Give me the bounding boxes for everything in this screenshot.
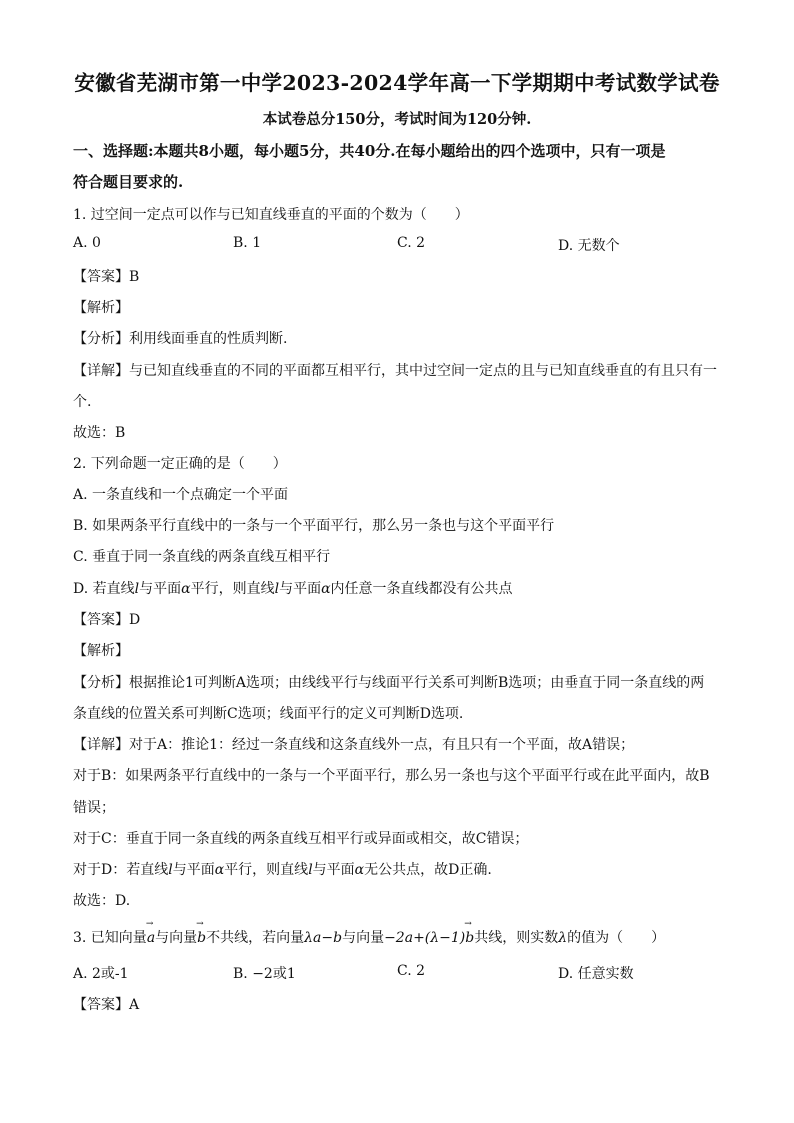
page-title: 安徽省芜湖市第一中学2023-2024学年高一下学期期中考试数学试卷 bbox=[74, 71, 720, 95]
q3-stem bbox=[73, 927, 665, 947]
q2-d5-text3: 平行，则直线 bbox=[224, 862, 309, 878]
q2-fenxi-line1: 【分析】根据推论1可判断A选项；由线线平行与线面平行关系可判断B选项；由垂直于同一条直线的两 bbox=[73, 675, 705, 691]
q1-choice: 故选：B bbox=[73, 425, 126, 441]
q1-option-c: C. 2 bbox=[397, 235, 426, 251]
q2-d5-text5: 无公共点，故D正确. bbox=[364, 862, 492, 878]
q1-answer: 【答案】B bbox=[73, 269, 140, 285]
q1-detail-line1: 【详解】与已知直线垂直的不同的平面都互相平行，其中过空间一定点的且与已知直线垂直的有且只有一 bbox=[73, 363, 717, 379]
q2-optd-text1: D. 若直线 bbox=[73, 581, 135, 597]
section-heading-line2: 符合题目要求的. bbox=[73, 173, 184, 191]
q2-option-b: B. 如果两条平行直线中的一条与一个平面平行，那么另一条也与这个平面平行 bbox=[73, 518, 555, 534]
q2-option-d bbox=[73, 578, 513, 598]
q1-fenxi: 【分析】利用线面垂直的性质判断. bbox=[73, 331, 288, 347]
q1-option-b: B. 1 bbox=[233, 235, 262, 251]
vector-minus-b: −b bbox=[321, 930, 343, 946]
q2-analysis-label: 【解析】 bbox=[73, 643, 129, 659]
q2-answer: 【答案】D bbox=[73, 612, 141, 628]
q1-option-d: D. 无数个 bbox=[558, 238, 620, 254]
q3-option-c: C. 2 bbox=[397, 963, 426, 979]
q1-detail-line2: 个. bbox=[73, 394, 92, 410]
q2-optd-text4: 与平面 bbox=[279, 581, 322, 597]
line-symbol: l bbox=[134, 581, 140, 597]
q1-stem: 1. 过空间一定点可以作与已知直线垂直的平面的个数为（ ） bbox=[73, 207, 469, 223]
q3-text5: 共线，则实数 bbox=[474, 930, 559, 946]
lambda-coefficient: +(λ−1) bbox=[413, 930, 466, 946]
line-symbol: l bbox=[168, 862, 173, 878]
q3-text1: 3. 已知向量 bbox=[73, 930, 147, 946]
q2-d5-text1: 对于D：若直线 bbox=[73, 862, 169, 878]
q2-detail-line5 bbox=[73, 859, 492, 879]
q2-optd-text5: 内任意一条直线都没有公共点 bbox=[330, 581, 513, 597]
q3-text4: 与向量 bbox=[342, 930, 385, 946]
line-symbol: l bbox=[274, 581, 280, 597]
q2-optd-text3: 平行，则直线 bbox=[190, 581, 275, 597]
q2-stem: 2. 下列命题一定正确的是（ ） bbox=[73, 456, 287, 472]
q1-analysis-label: 【解析】 bbox=[73, 300, 129, 316]
vector-minus-2a: −2a bbox=[384, 930, 414, 946]
q3-option-b: B. −2或1 bbox=[233, 966, 296, 982]
q2-d5-text2: 与平面 bbox=[172, 862, 215, 878]
vector-b: → b bbox=[465, 930, 474, 946]
plane-symbol: α bbox=[321, 581, 331, 597]
q2-optd-text2: 与平面 bbox=[139, 581, 182, 597]
plane-symbol: α bbox=[214, 862, 225, 878]
line-symbol: l bbox=[308, 862, 313, 878]
plane-symbol: α bbox=[354, 862, 365, 878]
section-heading-line1: 一、选择题:本题共8小题，每小题5分，共40分.在每小题给出的四个选项中，只有一项是 bbox=[73, 142, 666, 160]
q2-option-c: C. 垂直于同一条直线的两条直线互相平行 bbox=[73, 549, 331, 565]
vector-lambda-a: λa bbox=[304, 930, 322, 946]
vector-b: → b bbox=[197, 930, 206, 946]
plane-symbol: α bbox=[181, 581, 191, 597]
q3-text2: 与向量 bbox=[155, 930, 198, 946]
q2-choice: 故选：D. bbox=[73, 893, 131, 909]
q2-detail-line2: 对于B：如果两条平行直线中的一条与一个平面平行，那么另一条也与这个平面平行或在此平面内，故B bbox=[73, 768, 710, 784]
q3-text3: 不共线，若向量 bbox=[206, 930, 305, 946]
lambda-symbol: λ bbox=[558, 930, 568, 946]
q2-detail-line1: 【详解】对于A：推论1：经过一条直线和这条直线外一点，有且只有一个平面，故A错误； bbox=[73, 737, 635, 753]
q2-fenxi-line2: 条直线的位置关系可判断C选项；线面平行的定义可判断D选项. bbox=[73, 706, 464, 722]
q3-answer: 【答案】A bbox=[73, 997, 140, 1013]
q1-option-a: A. 0 bbox=[73, 235, 101, 251]
q2-d5-text4: 与平面 bbox=[312, 862, 355, 878]
q2-detail-line4: 对于C：垂直于同一条直线的两条直线互相平行或异面或相交，故C错误； bbox=[73, 831, 529, 847]
q3-option-a: A. 2或-1 bbox=[73, 966, 129, 982]
q3-option-d: D. 任意实数 bbox=[558, 966, 634, 982]
q3-text6: 的值为（ ） bbox=[567, 930, 666, 946]
vector-a: → a bbox=[147, 930, 155, 946]
q2-detail-line3: 错误； bbox=[73, 800, 115, 816]
exam-info: 本试卷总分150分，考试时间为120分钟. bbox=[262, 111, 532, 128]
q2-option-a: A. 一条直线和一个点确定一个平面 bbox=[73, 487, 289, 503]
